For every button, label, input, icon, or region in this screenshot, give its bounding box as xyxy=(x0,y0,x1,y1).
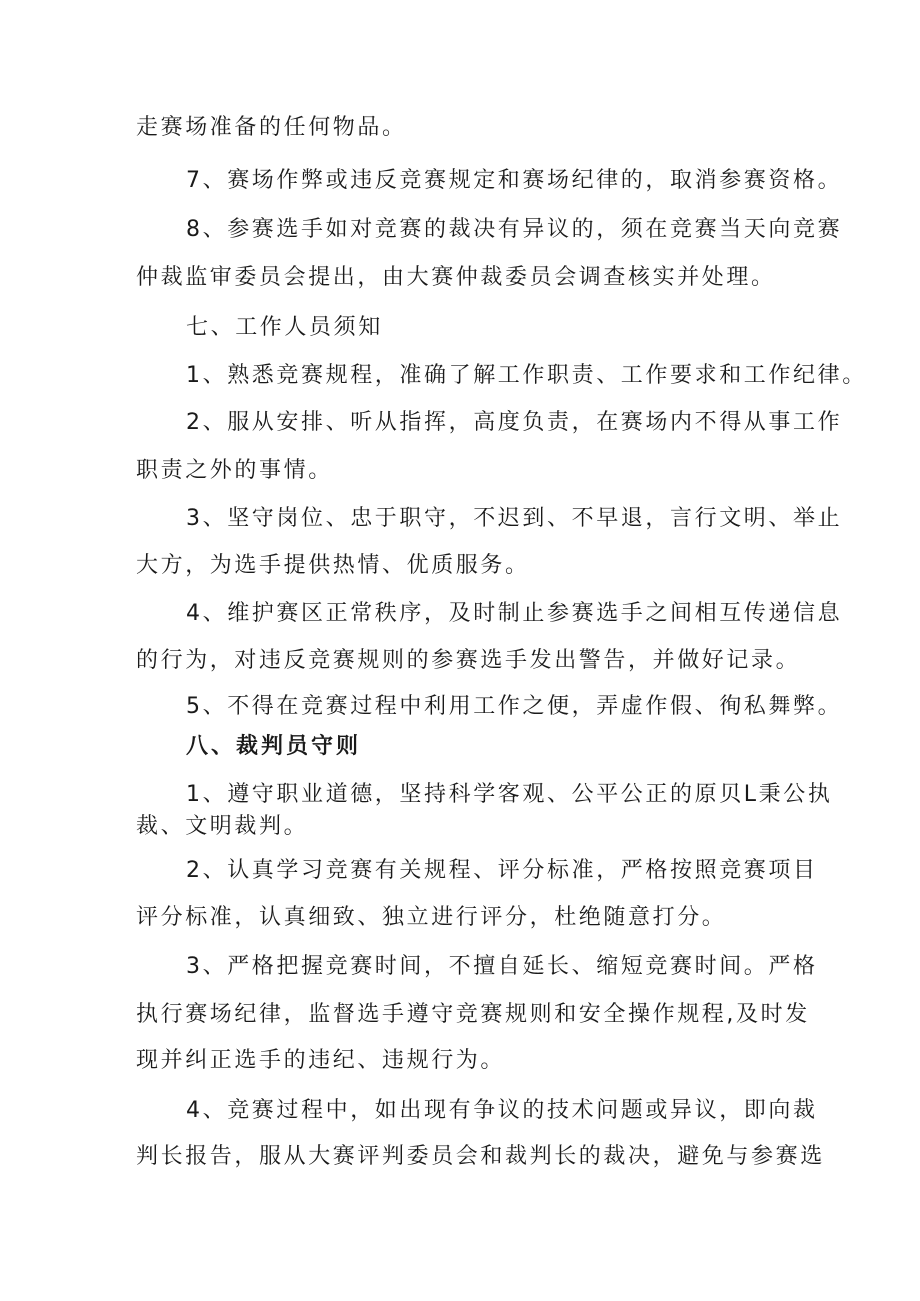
text-line: 判长报告，服从大赛评判委员会和裁判长的裁决，避免与参赛选 xyxy=(136,1144,825,1169)
text-line: 7、赛场作弊或违反竞赛规定和赛场纪律的，取消参赛资格。 xyxy=(186,168,843,193)
text-line: 2、服从安排、听从指挥，高度负责，在赛场内不得从事工作 xyxy=(186,410,843,435)
section-heading: 七、工作人员须知 xyxy=(186,315,383,340)
text-line: 8、参赛选手如对竞赛的裁决有异议的，须在竞赛当天向竞赛 xyxy=(186,217,843,242)
text-line: 大方，为选手提供热情、优质服务。 xyxy=(136,553,530,578)
text-line: 现并纠正选手的违纪、违规行为。 xyxy=(136,1048,506,1073)
text-line: 职责之外的事情。 xyxy=(136,458,333,483)
text-line: 执行赛场纪律，监督选手遵守竞赛规则和安全操作规程,及时发 xyxy=(136,1002,810,1027)
text-line: 评分标准，认真细致、独立进行评分，杜绝随意打分。 xyxy=(136,905,727,930)
section-heading: 八、裁判员守则 xyxy=(186,734,362,759)
text-line: 5、不得在竞赛过程中利用工作之便，弄虚作假、徇私舞弊。 xyxy=(186,694,843,719)
text-line: 的行为，对违反竞赛规则的参赛选手发出警告，并做好记录。 xyxy=(136,648,801,673)
text-line: 3、严格把握竞赛时间，不擅自延长、缩短竞赛时间。严格 xyxy=(186,954,818,979)
text-line: 3、坚守岗位、忠于职守，不迟到、不早退，言行文明、举止 xyxy=(186,506,843,531)
text-line: 2、认真学习竞赛有关规程、评分标准，严格按照竞赛项目 xyxy=(186,858,818,883)
text-line: 裁、文明裁判。 xyxy=(136,814,309,839)
text-line: 4、维护赛区正常秩序，及时制止参赛选手之间相互传递信息 xyxy=(186,601,843,626)
text-line: 4、竞赛过程中，如出现有争议的技术问题或异议，即向裁 xyxy=(186,1098,818,1123)
text-line: 仲裁监审委员会提出，由大赛仲裁委员会调查核实并处理。 xyxy=(136,265,776,290)
text-line: 1、遵守职业道德，坚持科学客观、公平公正的原贝L秉公执 xyxy=(186,782,833,807)
text-line: 1、熟悉竞赛规程，准确了解工作职责、工作要求和工作纪律。 xyxy=(186,363,867,388)
text-line: 走赛场准备的任何物品。 xyxy=(136,115,407,140)
